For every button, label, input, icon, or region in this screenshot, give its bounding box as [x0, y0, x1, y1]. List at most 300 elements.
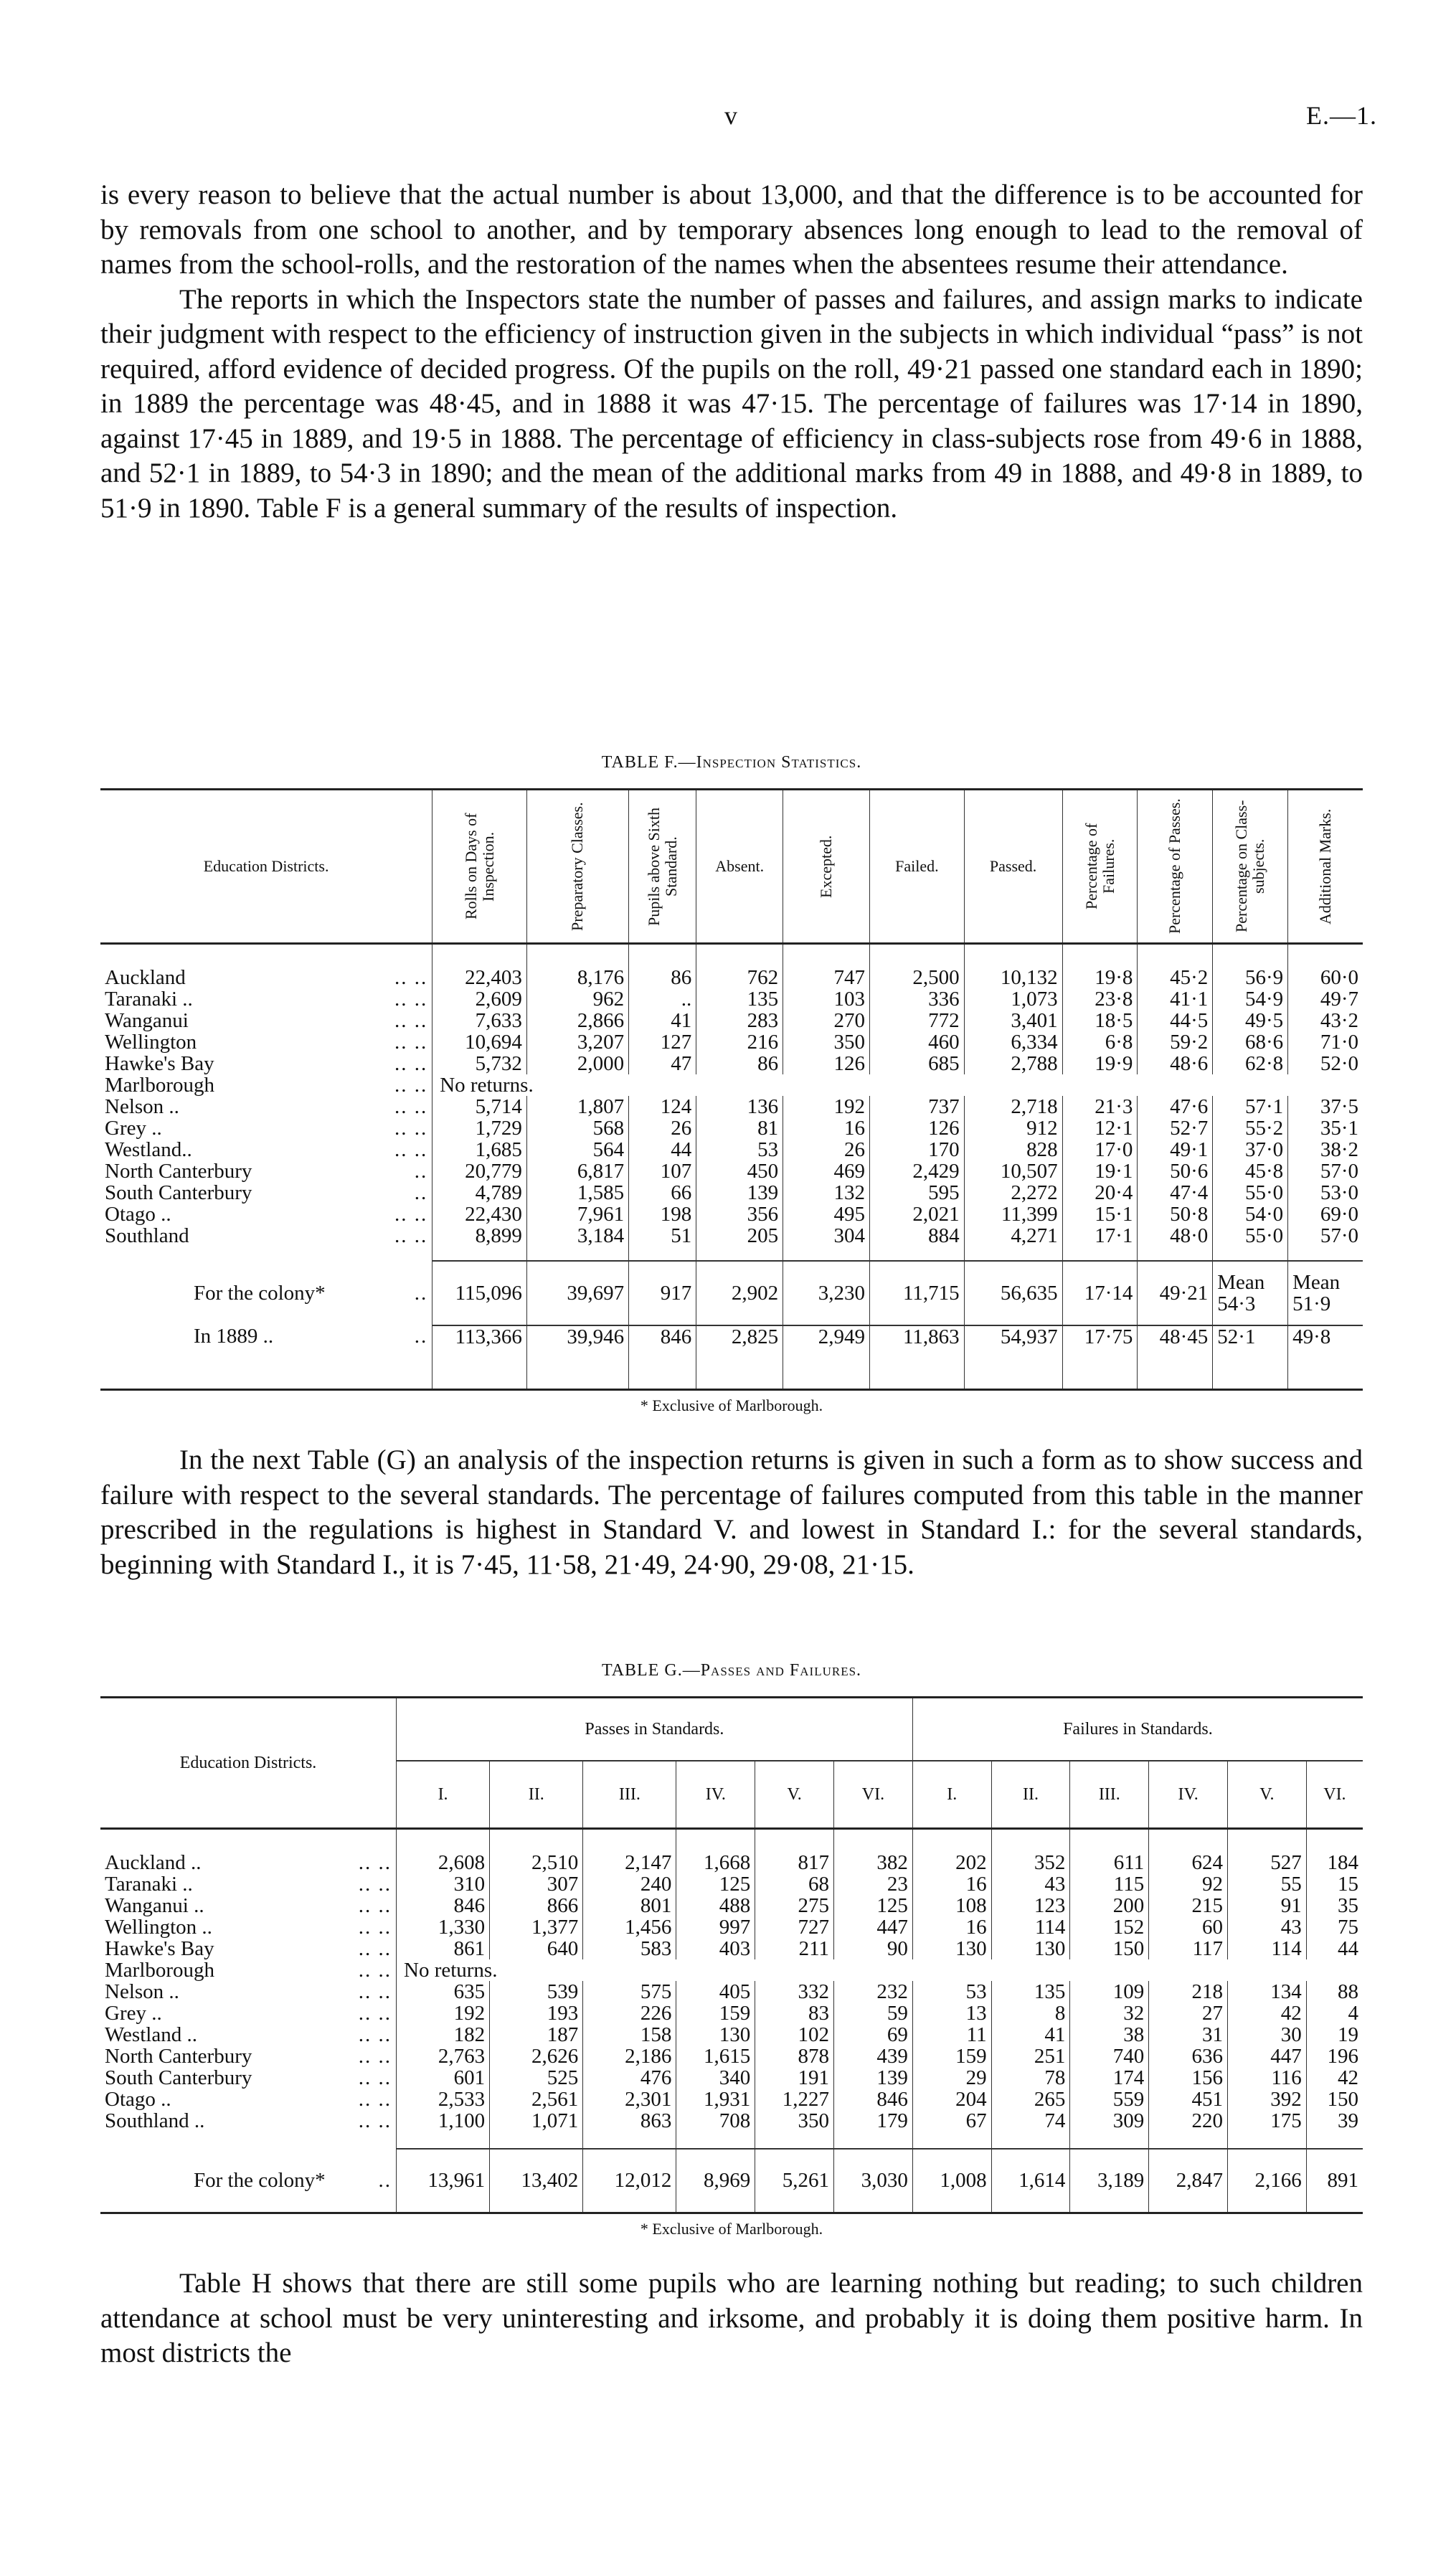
failure-value: 135 — [991, 1981, 1070, 2002]
col-failures-standard-5: V. — [1228, 1761, 1307, 1829]
col-pct-class-subjects: Percentage on Class-subjects. — [1232, 800, 1268, 933]
pass-value: 23 — [834, 1873, 913, 1895]
total-value: 115,096 — [432, 1261, 527, 1325]
col-education-districts: Education Districts. — [203, 857, 329, 875]
cell-value: 595 — [870, 1182, 965, 1203]
cell-value: 37·5 — [1288, 1096, 1363, 1117]
failure-value: 204 — [912, 2089, 991, 2110]
cell-value: 68·6 — [1213, 1031, 1288, 1053]
district-name: For the colony* .. — [194, 1281, 428, 1305]
cell-value: 1,585 — [526, 1182, 628, 1203]
total-pass-value: 5,261 — [755, 2149, 834, 2213]
cell-value: 16 — [783, 1117, 870, 1139]
cell-value: 54·0 — [1213, 1203, 1288, 1225]
col-education-districts: Education Districts. — [100, 1698, 397, 1829]
failure-value: 35 — [1306, 1895, 1363, 1916]
failure-value: 53 — [912, 1981, 991, 2002]
failure-value: 218 — [1149, 1981, 1228, 2002]
pass-value: 863 — [583, 2110, 676, 2132]
failure-value: 55 — [1228, 1873, 1307, 1895]
cell-value: 55·0 — [1213, 1225, 1288, 1247]
cell-value: 81 — [696, 1117, 783, 1139]
failure-value: 29 — [912, 2067, 991, 2089]
col-rolls: Rolls on Days of Inspection. — [461, 813, 497, 920]
pass-value: 488 — [676, 1895, 755, 1916]
table-row — [100, 1916, 1363, 1938]
cell-value: 59·2 — [1138, 1031, 1213, 1053]
failure-value: 38 — [1070, 2024, 1149, 2046]
district-name: South Canterbury .. .. — [105, 2066, 392, 2089]
pass-value: 2,763 — [397, 2046, 490, 2067]
cell-value: 737 — [870, 1096, 965, 1117]
pass-value: 59 — [834, 2002, 913, 2024]
total-failure-value: 2,166 — [1228, 2149, 1307, 2213]
pass-value: 102 — [755, 2024, 834, 2046]
cell-value: 53 — [696, 1139, 783, 1160]
cell-value: 2,866 — [526, 1010, 628, 1031]
total-value: 17·14 — [1062, 1261, 1138, 1325]
page-number: v — [724, 101, 737, 130]
total-failure-value: 1,008 — [912, 2149, 991, 2213]
pass-value: 708 — [676, 2110, 755, 2132]
cell-value: 962 — [526, 988, 628, 1010]
col-failures-standard-3: III. — [1070, 1761, 1149, 1829]
total-value: Mean 54·3 — [1213, 1261, 1288, 1325]
failure-value: 200 — [1070, 1895, 1149, 1916]
failure-value: 196 — [1306, 2046, 1363, 2067]
cell-value: 71·0 — [1288, 1031, 1363, 1053]
col-passes-standard-6: VI. — [834, 1761, 913, 1829]
previous-value: 49·8 — [1288, 1325, 1363, 1390]
pass-value: 635 — [397, 1981, 490, 2002]
cell-value: 216 — [696, 1031, 783, 1053]
cell-value: 772 — [870, 1010, 965, 1031]
pass-value: 159 — [676, 2002, 755, 2024]
pass-value: 68 — [755, 1873, 834, 1895]
cell-value: 23·8 — [1062, 988, 1138, 1010]
failure-value: 109 — [1070, 1981, 1149, 2002]
table-row — [100, 2002, 1363, 2024]
failure-value: 32 — [1070, 2002, 1149, 2024]
cell-value: 86 — [629, 944, 696, 988]
cell-value: 48·0 — [1138, 1225, 1213, 1247]
cell-value: 37·0 — [1213, 1139, 1288, 1160]
previous-value: 113,366 — [432, 1325, 527, 1390]
cell-value: 2,500 — [870, 944, 965, 988]
failure-value: 740 — [1070, 2046, 1149, 2067]
paragraph-4: Table H shows that there are still some pupils who are learning nothing but reading; to such children attendance at school must be very uninteresting and irksome, and probably it is doing them positive harm. In most districts the — [100, 2268, 1363, 2368]
failure-value: 43 — [991, 1873, 1070, 1895]
previous-value: 52·1 — [1213, 1325, 1288, 1390]
cell-value: .. — [629, 988, 696, 1010]
cell-value: 56·9 — [1213, 944, 1288, 988]
failure-value: 624 — [1149, 1829, 1228, 1873]
previous-value: 39,946 — [526, 1325, 628, 1390]
cell-value: 49·1 — [1138, 1139, 1213, 1160]
failure-value: 451 — [1149, 2089, 1228, 2110]
cell-value: 52·0 — [1288, 1053, 1363, 1074]
cell-value: 47·4 — [1138, 1182, 1213, 1203]
totals-row — [100, 2149, 1363, 2213]
cell-value: 2,609 — [432, 988, 527, 1010]
pass-value: 575 — [583, 1981, 676, 2002]
district-name: Otago .. .. .. — [105, 1202, 428, 1226]
cell-value: 47·6 — [1138, 1096, 1213, 1117]
col-failed: Failed. — [870, 790, 965, 944]
total-value: 39,697 — [526, 1261, 628, 1325]
cell-value: 21·3 — [1062, 1096, 1138, 1117]
cell-value: 884 — [870, 1225, 965, 1247]
failure-value: 184 — [1306, 1829, 1363, 1873]
cell-value: 1,685 — [432, 1139, 527, 1160]
failure-value: 175 — [1228, 2110, 1307, 2132]
no-returns-note: No returns. — [432, 1074, 1363, 1096]
failure-value: 215 — [1149, 1895, 1228, 1916]
table-f-caption: TABLE F.—Inspection Statistics. — [601, 753, 862, 772]
cell-value: 469 — [783, 1160, 870, 1182]
pass-value: 1,100 — [397, 2110, 490, 2132]
paragraph-1: is every reason to believe that the actual number is about 13,000, and that the difference is to be accounted for by removals from one school to another, and by temporary absences long enough to lead to the removal of names from the school-rolls, and the restoration of the names when the absentees resume their attendance. — [100, 179, 1363, 280]
pass-value: 2,533 — [397, 2089, 490, 2110]
pass-value: 403 — [676, 1938, 755, 1959]
cell-value: 60·0 — [1288, 944, 1363, 988]
cell-value: 1,073 — [964, 988, 1062, 1010]
cell-value: 3,184 — [526, 1225, 628, 1247]
previous-value: 17·75 — [1062, 1325, 1138, 1390]
failure-value: 60 — [1149, 1916, 1228, 1938]
cell-value: 103 — [783, 988, 870, 1010]
pass-value: 1,227 — [755, 2089, 834, 2110]
pass-value: 405 — [676, 1981, 755, 2002]
failure-value: 4 — [1306, 2002, 1363, 2024]
failure-value: 115 — [1070, 1873, 1149, 1895]
previous-value: 2,949 — [783, 1325, 870, 1390]
col-passes-standard-3: III. — [583, 1761, 676, 1829]
failure-value: 636 — [1149, 2046, 1228, 2067]
pass-value: 275 — [755, 1895, 834, 1916]
table-row — [100, 1096, 1363, 1117]
pass-value: 801 — [583, 1895, 676, 1916]
failure-value: 11 — [912, 2024, 991, 2046]
cell-value: 8,176 — [526, 944, 628, 988]
pass-value: 2,608 — [397, 1829, 490, 1873]
cell-value: 356 — [696, 1203, 783, 1225]
district-name: Wellington .. .. .. — [105, 1915, 392, 1939]
pass-value: 2,147 — [583, 1829, 676, 1873]
col-preparatory: Preparatory Classes. — [568, 802, 587, 931]
failure-value: 30 — [1228, 2024, 1307, 2046]
district-name: Hawke's Bay .. .. — [105, 1936, 392, 1960]
table-f-footnote: * Exclusive of Marlborough. — [640, 1396, 823, 1414]
district-name: Wellington .. .. — [105, 1030, 428, 1054]
pass-value: 232 — [834, 1981, 913, 2002]
failure-value: 265 — [991, 2089, 1070, 2110]
pass-value: 997 — [676, 1916, 755, 1938]
pass-value: 583 — [583, 1938, 676, 1959]
previous-year-row — [100, 1325, 1363, 1390]
cell-value: 10,694 — [432, 1031, 527, 1053]
cell-value: 10,132 — [964, 944, 1062, 988]
pass-value: 525 — [490, 2067, 583, 2089]
pass-value: 187 — [490, 2024, 583, 2046]
cell-value: 2,272 — [964, 1182, 1062, 1203]
cell-value: 7,961 — [526, 1203, 628, 1225]
failure-value: 43 — [1228, 1916, 1307, 1938]
cell-value: 26 — [629, 1117, 696, 1139]
failure-value: 116 — [1228, 2067, 1307, 2089]
failure-value: 527 — [1228, 1829, 1307, 1873]
table-row — [100, 2067, 1363, 2089]
cell-value: 3,207 — [526, 1031, 628, 1053]
col-passes-standard-4: IV. — [676, 1761, 755, 1829]
failure-value: 352 — [991, 1829, 1070, 1873]
failure-value: 202 — [912, 1829, 991, 1873]
total-pass-value: 3,030 — [834, 2149, 913, 2213]
cell-value: 47 — [629, 1053, 696, 1074]
table-row — [100, 1139, 1363, 1160]
failure-value: 19 — [1306, 2024, 1363, 2046]
pass-value: 179 — [834, 2110, 913, 2132]
cell-value: 1,729 — [432, 1117, 527, 1139]
cell-value: 5,714 — [432, 1096, 527, 1117]
cell-value: 44·5 — [1138, 1010, 1213, 1031]
pass-value: 191 — [755, 2067, 834, 2089]
pass-value: 90 — [834, 1938, 913, 1959]
district-name: Wanganui .. .. .. — [105, 1893, 392, 1917]
cell-value: 270 — [783, 1010, 870, 1031]
col-pct-failures: Percentage of Failures. — [1082, 823, 1117, 910]
district-name: Marlborough .. .. — [105, 1958, 392, 1982]
cell-value: 564 — [526, 1139, 628, 1160]
page-header — [100, 100, 1377, 136]
total-pass-value: 12,012 — [583, 2149, 676, 2213]
district-name: Southland .. .. — [105, 1224, 428, 1247]
cell-value: 57·0 — [1288, 1160, 1363, 1182]
cell-value: 828 — [964, 1139, 1062, 1160]
pass-value: 817 — [755, 1829, 834, 1873]
failure-value: 108 — [912, 1895, 991, 1916]
col-failures-standard-6: VI. — [1306, 1761, 1363, 1829]
total-pass-value: 13,961 — [397, 2149, 490, 2213]
failure-value: 42 — [1228, 2002, 1307, 2024]
cell-value: 198 — [629, 1203, 696, 1225]
cell-value: 50·6 — [1138, 1160, 1213, 1182]
failure-value: 117 — [1149, 1938, 1228, 1959]
pass-value: 226 — [583, 2002, 676, 2024]
col-absent: Absent. — [696, 790, 783, 944]
failure-value: 559 — [1070, 2089, 1149, 2110]
table-row — [100, 1182, 1363, 1203]
cell-value: 49·5 — [1213, 1010, 1288, 1031]
failure-value: 159 — [912, 2046, 991, 2067]
table-row — [100, 2046, 1363, 2067]
cell-value: 69·0 — [1288, 1203, 1363, 1225]
cell-value: 747 — [783, 944, 870, 988]
pass-value: 846 — [397, 1895, 490, 1916]
pass-value: 211 — [755, 1938, 834, 1959]
failure-value: 88 — [1306, 1981, 1363, 2002]
pass-value: 83 — [755, 2002, 834, 2024]
cell-value: 62·8 — [1213, 1053, 1288, 1074]
failure-value: 392 — [1228, 2089, 1307, 2110]
pass-value: 193 — [490, 2002, 583, 2024]
table-row — [100, 2024, 1363, 2046]
failure-value: 114 — [1228, 1938, 1307, 1959]
table-row — [100, 1053, 1363, 1074]
col-failures-standard-2: II. — [991, 1761, 1070, 1829]
pass-value: 866 — [490, 1895, 583, 1916]
pass-value: 878 — [755, 2046, 834, 2067]
col-additional-marks: Additional Marks. — [1316, 808, 1335, 924]
pass-value: 310 — [397, 1873, 490, 1895]
document-reference: E.—1. — [1306, 101, 1377, 130]
failure-value: 251 — [991, 2046, 1070, 2067]
cell-value: 136 — [696, 1096, 783, 1117]
pass-value: 539 — [490, 1981, 583, 2002]
cell-value: 22,403 — [432, 944, 527, 988]
table-row — [100, 1938, 1363, 1959]
failure-value: 42 — [1306, 2067, 1363, 2089]
pass-value: 2,626 — [490, 2046, 583, 2067]
pass-value: 240 — [583, 1873, 676, 1895]
district-name: Wanganui .. .. — [105, 1008, 428, 1032]
cell-value: 170 — [870, 1139, 965, 1160]
cell-value: 4,789 — [432, 1182, 527, 1203]
pass-value: 182 — [397, 2024, 490, 2046]
cell-value: 26 — [783, 1139, 870, 1160]
cell-value: 7,633 — [432, 1010, 527, 1031]
table-f — [100, 788, 1363, 1391]
pass-value: 332 — [755, 1981, 834, 2002]
pass-value: 2,561 — [490, 2089, 583, 2110]
district-name: Hawke's Bay .. .. — [105, 1051, 428, 1075]
previous-value: 2,825 — [696, 1325, 783, 1390]
cell-value: 22,430 — [432, 1203, 527, 1225]
cell-value: 38·2 — [1288, 1139, 1363, 1160]
failure-value: 611 — [1070, 1829, 1149, 1873]
cell-value: 912 — [964, 1117, 1062, 1139]
cell-value: 350 — [783, 1031, 870, 1053]
previous-value: 54,937 — [964, 1325, 1062, 1390]
failure-value: 15 — [1306, 1873, 1363, 1895]
pass-value: 1,615 — [676, 2046, 755, 2067]
col-passes-standard-2: II. — [490, 1761, 583, 1829]
district-name: Westland .. .. .. — [105, 2023, 392, 2046]
cell-value: 17·0 — [1062, 1139, 1138, 1160]
failure-value: 74 — [991, 2110, 1070, 2132]
district-name: Southland .. .. .. — [105, 2109, 392, 2132]
cell-value: 41·1 — [1138, 988, 1213, 1010]
table-row — [100, 2110, 1363, 2132]
pass-value: 1,668 — [676, 1829, 755, 1873]
failure-value: 67 — [912, 2110, 991, 2132]
cell-value: 66 — [629, 1182, 696, 1203]
pass-value: 1,931 — [676, 2089, 755, 2110]
table-row — [100, 944, 1363, 988]
cell-value: 126 — [783, 1053, 870, 1074]
cell-value: 2,000 — [526, 1053, 628, 1074]
cell-value: 53·0 — [1288, 1182, 1363, 1203]
failure-value: 8 — [991, 2002, 1070, 2024]
cell-value: 6,817 — [526, 1160, 628, 1182]
col-above-sixth: Pupils above Sixth Standard. — [644, 807, 680, 926]
pass-value: 307 — [490, 1873, 583, 1895]
table-row — [100, 1010, 1363, 1031]
cell-value: 52·7 — [1138, 1117, 1213, 1139]
table-row — [100, 1895, 1363, 1916]
table-row — [100, 1981, 1363, 2002]
cell-value: 6,334 — [964, 1031, 1062, 1053]
table-g-footnote: * Exclusive of Marlborough. — [640, 2220, 823, 2238]
cell-value: 135 — [696, 988, 783, 1010]
failure-value: 114 — [991, 1916, 1070, 1938]
total-failure-value: 3,189 — [1070, 2149, 1149, 2213]
no-returns-note: No returns. — [397, 1959, 1363, 1981]
pass-value: 1,330 — [397, 1916, 490, 1938]
cell-value: 44 — [629, 1139, 696, 1160]
cell-value: 50·8 — [1138, 1203, 1213, 1225]
group-failures-in-standards: Failures in Standards. — [912, 1698, 1363, 1761]
failure-value: 220 — [1149, 2110, 1228, 2132]
failure-value: 92 — [1149, 1873, 1228, 1895]
district-name: For the colony* .. — [194, 2168, 392, 2192]
pass-value: 1,071 — [490, 2110, 583, 2132]
cell-value: 49·7 — [1288, 988, 1363, 1010]
previous-value: 48·45 — [1138, 1325, 1213, 1390]
total-pass-value: 8,969 — [676, 2149, 755, 2213]
cell-value: 11,399 — [964, 1203, 1062, 1225]
cell-value: 86 — [696, 1053, 783, 1074]
pass-value: 350 — [755, 2110, 834, 2132]
table-row — [100, 1829, 1363, 1873]
col-failures-standard-4: IV. — [1149, 1761, 1228, 1829]
cell-value: 5,732 — [432, 1053, 527, 1074]
total-value: Mean 51·9 — [1288, 1261, 1363, 1325]
cell-value: 57·1 — [1213, 1096, 1288, 1117]
cell-value: 139 — [696, 1182, 783, 1203]
failure-value: 134 — [1228, 1981, 1307, 2002]
cell-value: 45·8 — [1213, 1160, 1288, 1182]
district-name: Grey .. .. .. — [105, 1116, 428, 1140]
total-value: 56,635 — [964, 1261, 1062, 1325]
pass-value: 125 — [834, 1895, 913, 1916]
total-failure-value: 891 — [1306, 2149, 1363, 2213]
cell-value: 18·5 — [1062, 1010, 1138, 1031]
failure-value: 91 — [1228, 1895, 1307, 1916]
cell-value: 19·1 — [1062, 1160, 1138, 1182]
district-name: South Canterbury .. — [105, 1181, 428, 1204]
pass-value: 2,186 — [583, 2046, 676, 2067]
pass-value: 192 — [397, 2002, 490, 2024]
total-pass-value: 13,402 — [490, 2149, 583, 2213]
table-row — [100, 1873, 1363, 1895]
cell-value: 55·0 — [1213, 1182, 1288, 1203]
cell-value: 8,899 — [432, 1225, 527, 1247]
table-g-caption: TABLE G.—Passes and Failures. — [601, 1661, 862, 1680]
pass-value: 2,301 — [583, 2089, 676, 2110]
cell-value: 762 — [696, 944, 783, 988]
district-name: In 1889 .. .. — [194, 1324, 428, 1348]
cell-value: 132 — [783, 1182, 870, 1203]
table-g-section — [100, 1661, 1363, 2238]
cell-value: 283 — [696, 1010, 783, 1031]
paragraph-3: In the next Table (G) an analysis of the inspection returns is given in such a form as to show success and failure with respect to the several standards. The percentage of failures computed from this table in the manner prescribed in the regulations is highest in Standard V. and lowest in Standard I.: for the several standards, beginning with Standard I., it is 7·45, 11·58, 21·49, 24·90, 29·08, 21·15. — [100, 1444, 1363, 1580]
failure-value: 447 — [1228, 2046, 1307, 2067]
cell-value: 336 — [870, 988, 965, 1010]
cell-value: 51 — [629, 1225, 696, 1247]
previous-value: 846 — [629, 1325, 696, 1390]
cell-value: 4,271 — [964, 1225, 1062, 1247]
